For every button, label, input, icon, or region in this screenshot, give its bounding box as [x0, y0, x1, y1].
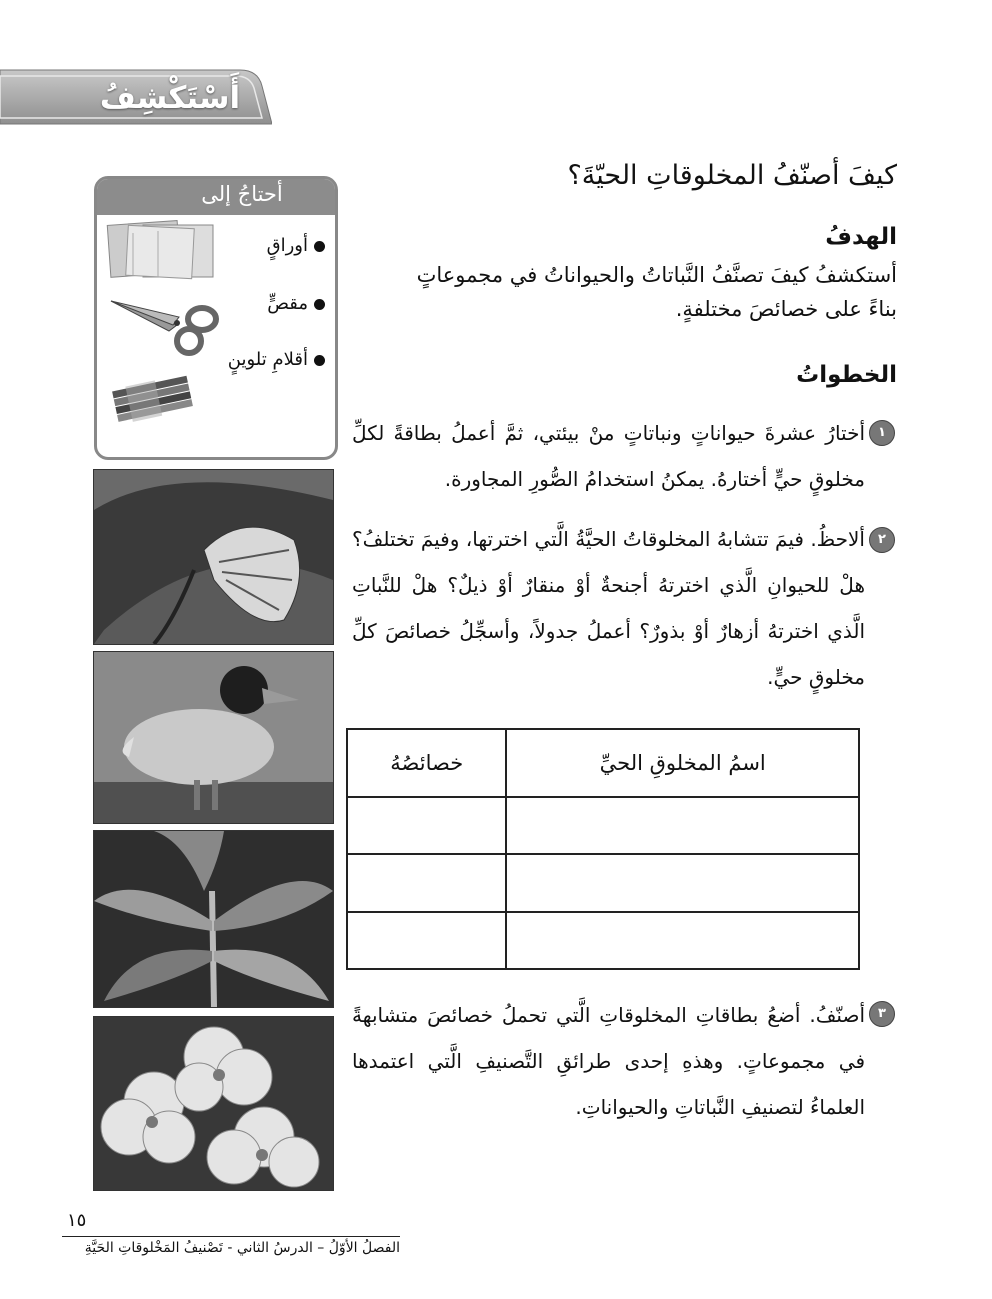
page-title: كيفَ أصنّفُ المخلوقاتِ الحيّةَ؟	[567, 160, 897, 191]
goal-line: أستكشفُ كيفَ تصنَّفُ النَّباتاتُ والحيواناتُ في مجموعاتٍ	[416, 263, 897, 287]
papers-icon	[103, 219, 223, 281]
material-item	[267, 293, 325, 314]
table-header-row	[347, 729, 859, 797]
step-number: ٢	[869, 527, 895, 553]
step-text	[352, 992, 897, 1130]
table-cell[interactable]	[506, 797, 859, 854]
material-item	[267, 235, 325, 256]
table-row	[347, 854, 859, 911]
page-number: ١٥	[67, 1210, 87, 1231]
step-2-text: ألاحظُ. فيمَ تتشابهُ المخلوقاتُ الحيَّةُ الَّتي اخترتها، وفيمَ تختلفُ؟ هلْ للحيوانِ الَّذي اخترتهُ أجنحةٌ أوْ منقارٌ أوْ ذيلٌ؟ هلْ للنَّباتِ الَّذي اخترتهُ أزهارٌ أوْ بذورٌ؟ أعملُ جدولاً، وأسجِّلُ خصائصَ كلِّ مخلوقٍ حيٍّ.	[352, 527, 865, 689]
table-cell[interactable]	[347, 854, 506, 911]
table-cell[interactable]	[347, 797, 506, 854]
step-1-text: أختارُ عشرةَ حيواناتٍ ونباتاتٍ منْ بيئتي، ثمَّ أعملُ بطاقةً لكلِّ مخلوقٍ حيٍّ أختارهُ. يمكنُ استخدامُ الصُّورِ المجاورة.	[352, 421, 865, 491]
goal-heading: الهدفُ	[825, 224, 897, 250]
table-row	[347, 797, 859, 854]
scissors-icon	[107, 289, 222, 359]
material-item	[228, 349, 325, 370]
section-title: أَسْتَكْشِفُ	[99, 80, 241, 116]
step-text	[352, 516, 897, 700]
material-label: مقصٍّ	[267, 293, 308, 314]
crayons-icon	[109, 373, 199, 429]
table-row	[347, 912, 859, 969]
butterfly-photo	[93, 469, 334, 645]
steps-heading: الخطواتُ	[796, 362, 897, 388]
footer-chapter-line: الفصلُ الأوّلُ – الدرسُ الثاني - تَصْنيفُ المَخْلوقاتِ الحَيَّةِ	[84, 1240, 400, 1256]
goal-text	[337, 258, 897, 326]
step-number: ١	[869, 420, 895, 446]
step-3-text: أصنّفُ. أضعُ بطاقاتِ المخلوقاتِ الَّتي تحملُ خصائصَ متشابهةً في مجموعاتٍ. وهذهِ إحدى طرائقِ التَّصنيفِ الَّتي اعتمدها العلماءُ لتصنيفِ النَّباتاتِ والحيواناتِ.	[352, 1003, 865, 1119]
materials-box	[94, 176, 338, 460]
col-traits-header: خصائصُهُ	[347, 729, 506, 797]
traits-table	[346, 728, 860, 970]
footer-divider	[62, 1236, 400, 1237]
material-label: أقلامِ تلوينٍ	[227, 349, 308, 370]
banana-plant-photo	[93, 830, 334, 1008]
step-number: ٣	[869, 1001, 895, 1027]
col-name-header: اسمُ المخلوقِ الحيِّ	[506, 729, 859, 797]
materials-title: أحتاجُ إلى	[201, 182, 283, 206]
material-label: أوراقٍ	[266, 235, 308, 256]
goal-line: بناءً على خصائصَ مختلفةٍ.	[675, 297, 897, 321]
step-text	[352, 410, 897, 502]
duck-photo	[93, 651, 334, 824]
table-cell[interactable]	[506, 854, 859, 911]
flowers-photo	[93, 1016, 334, 1191]
table-cell[interactable]	[506, 912, 859, 969]
table-cell[interactable]	[347, 912, 506, 969]
